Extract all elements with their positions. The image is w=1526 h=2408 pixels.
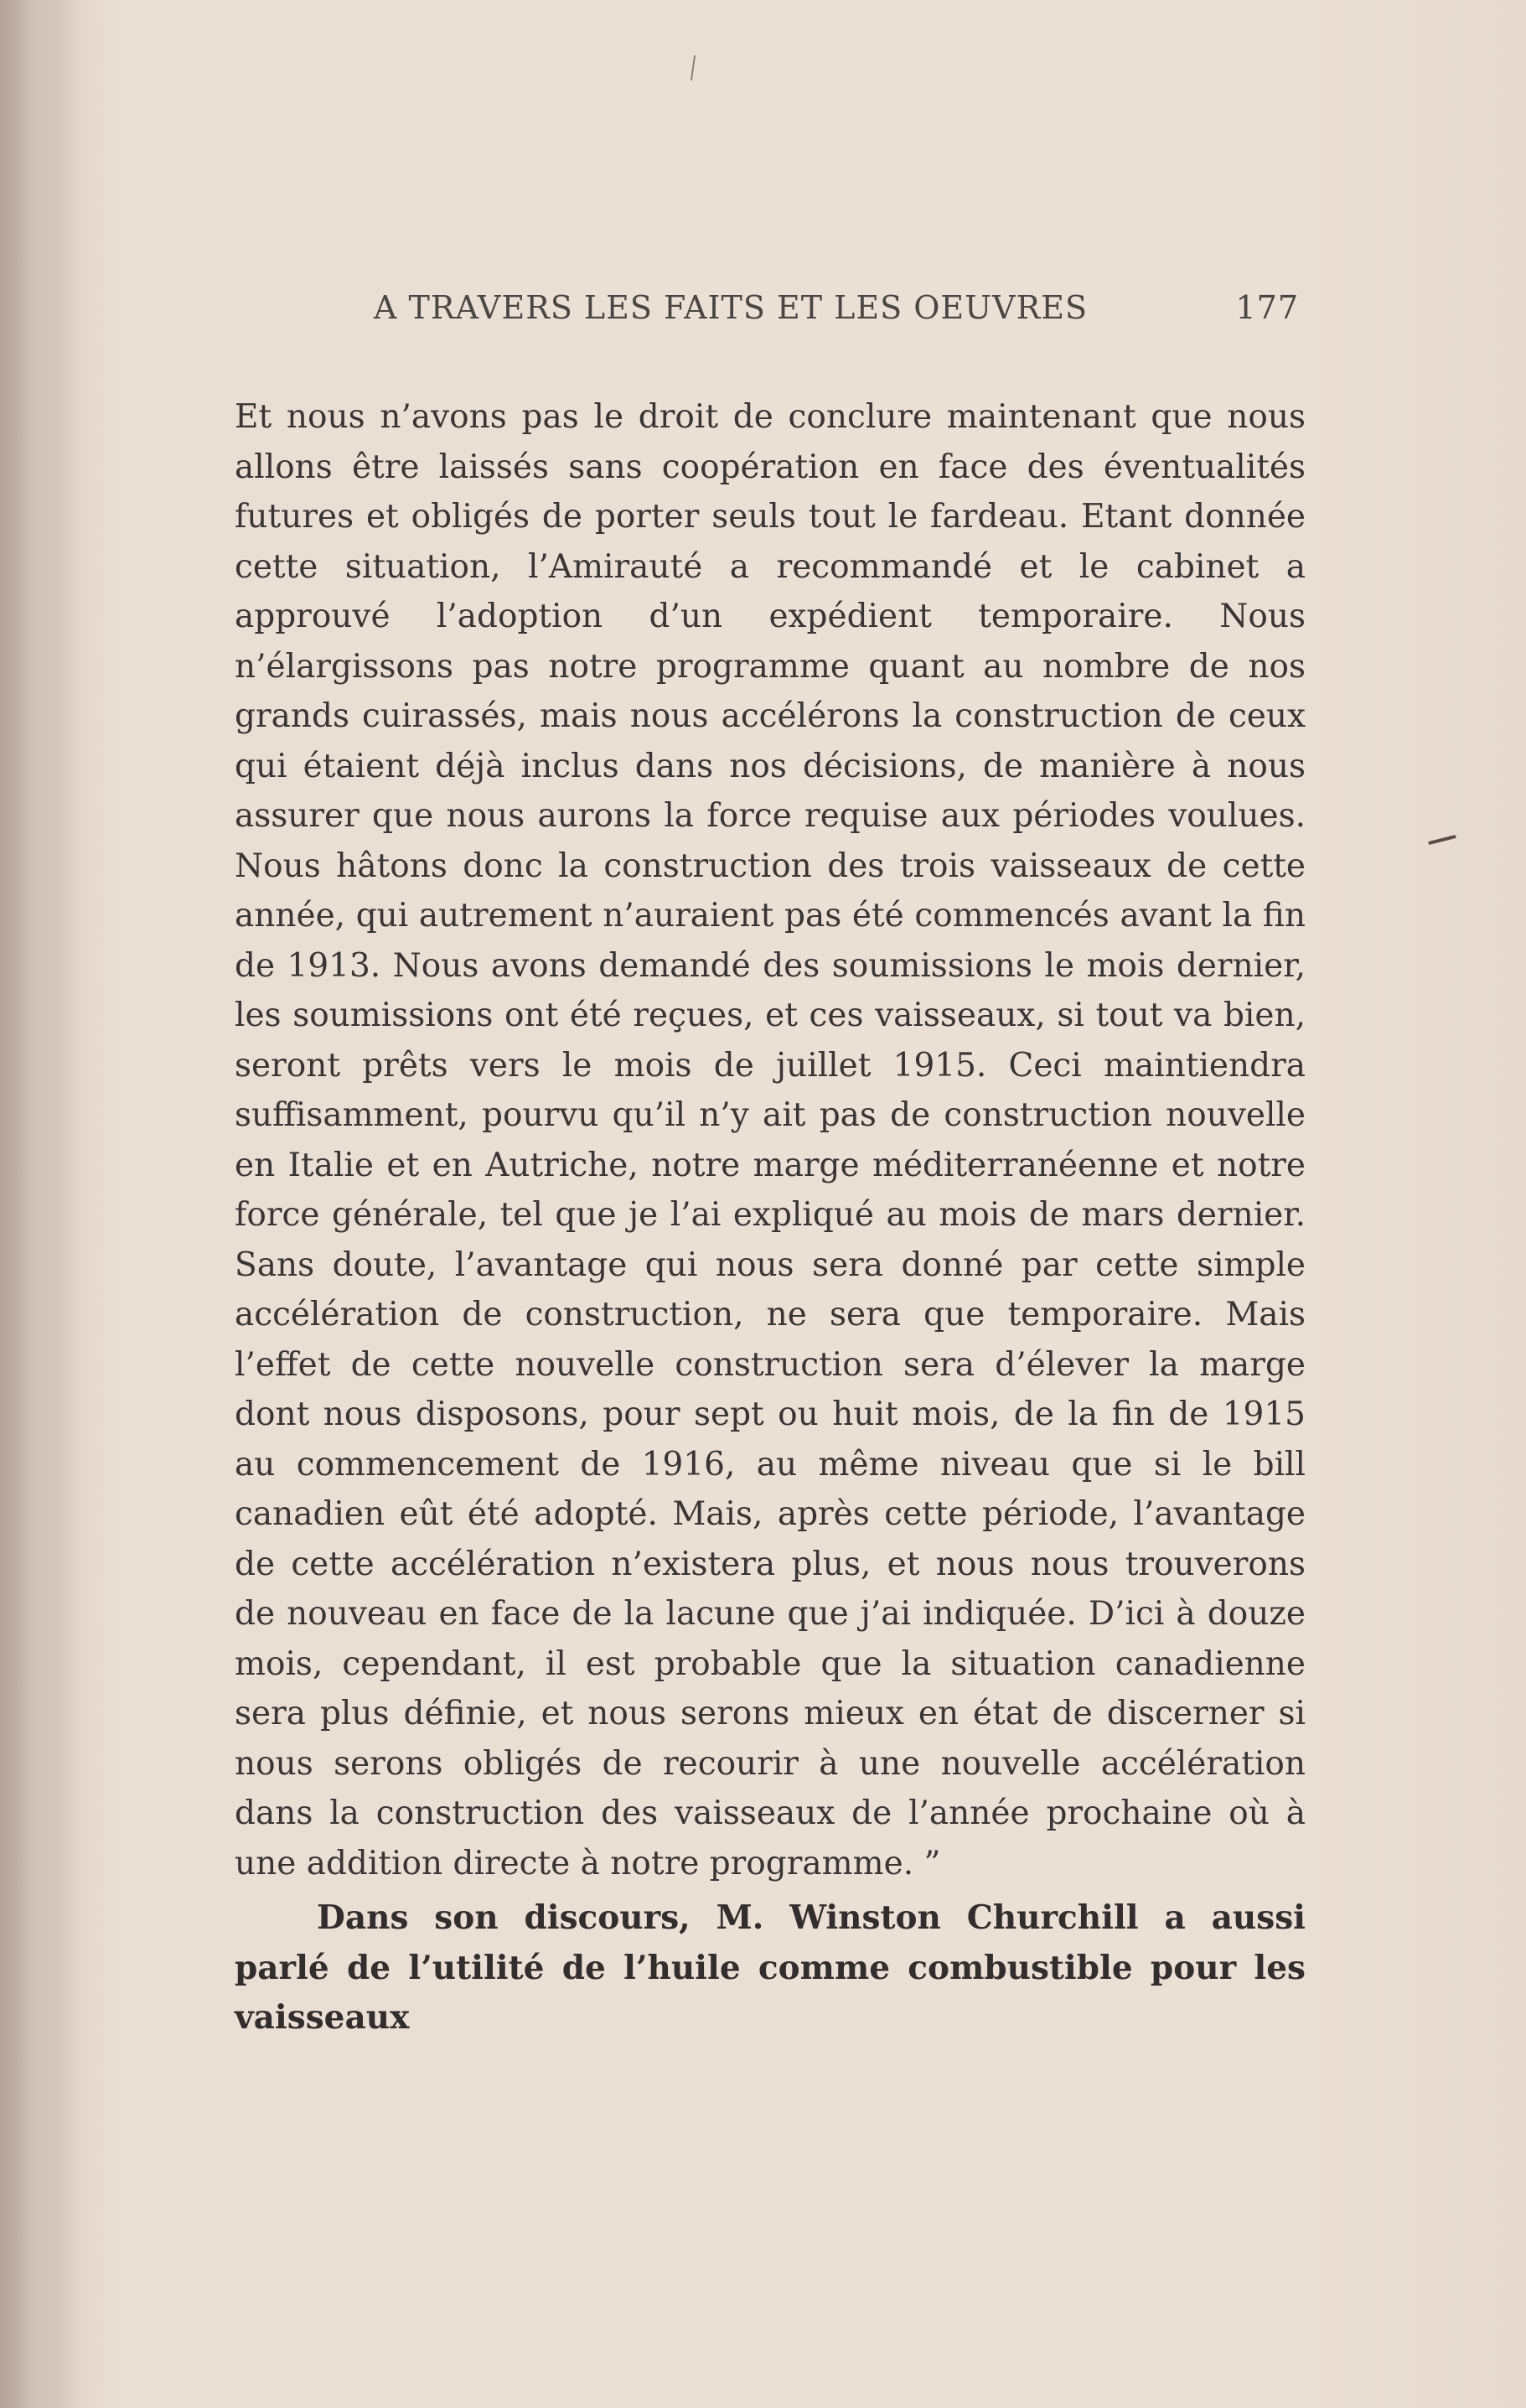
binding-gutter-shadow [0,0,101,2408]
body-text [235,392,1306,2043]
paper-mark [691,55,696,80]
paragraph: Dans son discours, M. Winston Churchill a aussi parlé de l’utilité de l’huile comme combustible pour les vaisseaux [235,1898,1306,2037]
paragraph: Et nous n’avons pas le droit de conclure maintenant que nous allons être laissés sans coopération en face des éventualités futures et obligés de porter seuls tout le fardeau. Etant donnée cette situation, l’Amirauté a recommandé et le cabinet a approuvé l’adoption d’un expédient temporaire. Nous n’élargissons pas notre programme quant au nombre de nos grands cuirassés, mais nous accélérons la construction de ceux qui étaient déjà inclus dans nos décisions, de manière à nous assurer que nous aurons la force requise aux périodes voulues. Nous hâtons donc la construction des trois vaisseaux de cette année, qui autrement n’auraient pas été commencés avant la fin de 1913. Nous avons demandé des soumissions le mois dernier, les soumissions ont été reçues, et ces vaisseaux, si tout va bien, seront prêts vers le mois de juillet 1915. Ceci maintiendra suffisamment, pourvu qu’il n’y ait pas de construction nouvelle en Italie et en Autriche, notre marge méditerranéenne et notre force générale, tel que je l’ai expliqué au mois de mars dernier. Sans doute, l’avantage qui nous sera donné par cette simple accélération de construction, ne sera que temporaire. Mais l’effet de cette nouvelle construction sera d’élever la marge dont nous disposons, pour sept ou huit mois, de la fin de 1915 au commencement de 1916, au même niveau que si le bill canadien eût été adopté. Mais, après cette période, l’avantage de cette accélération n’existera plus, et nous nous trouverons de nouveau en face de la lacune que j’ai indiquée. D’ici à douze mois, cependant, il est probable que la situation canadienne sera plus définie, et nous serons mieux en état de discerner si nous serons obligés de recourir à une nouvelle accélération dans la construction des vaisseaux de l’année prochaine où à une addition directe à notre programme. ” [235,398,1306,1882]
running-title: A TRAVERS LES FAITS ET LES OEUVRES [374,289,1088,326]
pencil-mark [1428,835,1456,845]
page-number: 177 [1235,289,1299,326]
running-header [235,289,1299,336]
